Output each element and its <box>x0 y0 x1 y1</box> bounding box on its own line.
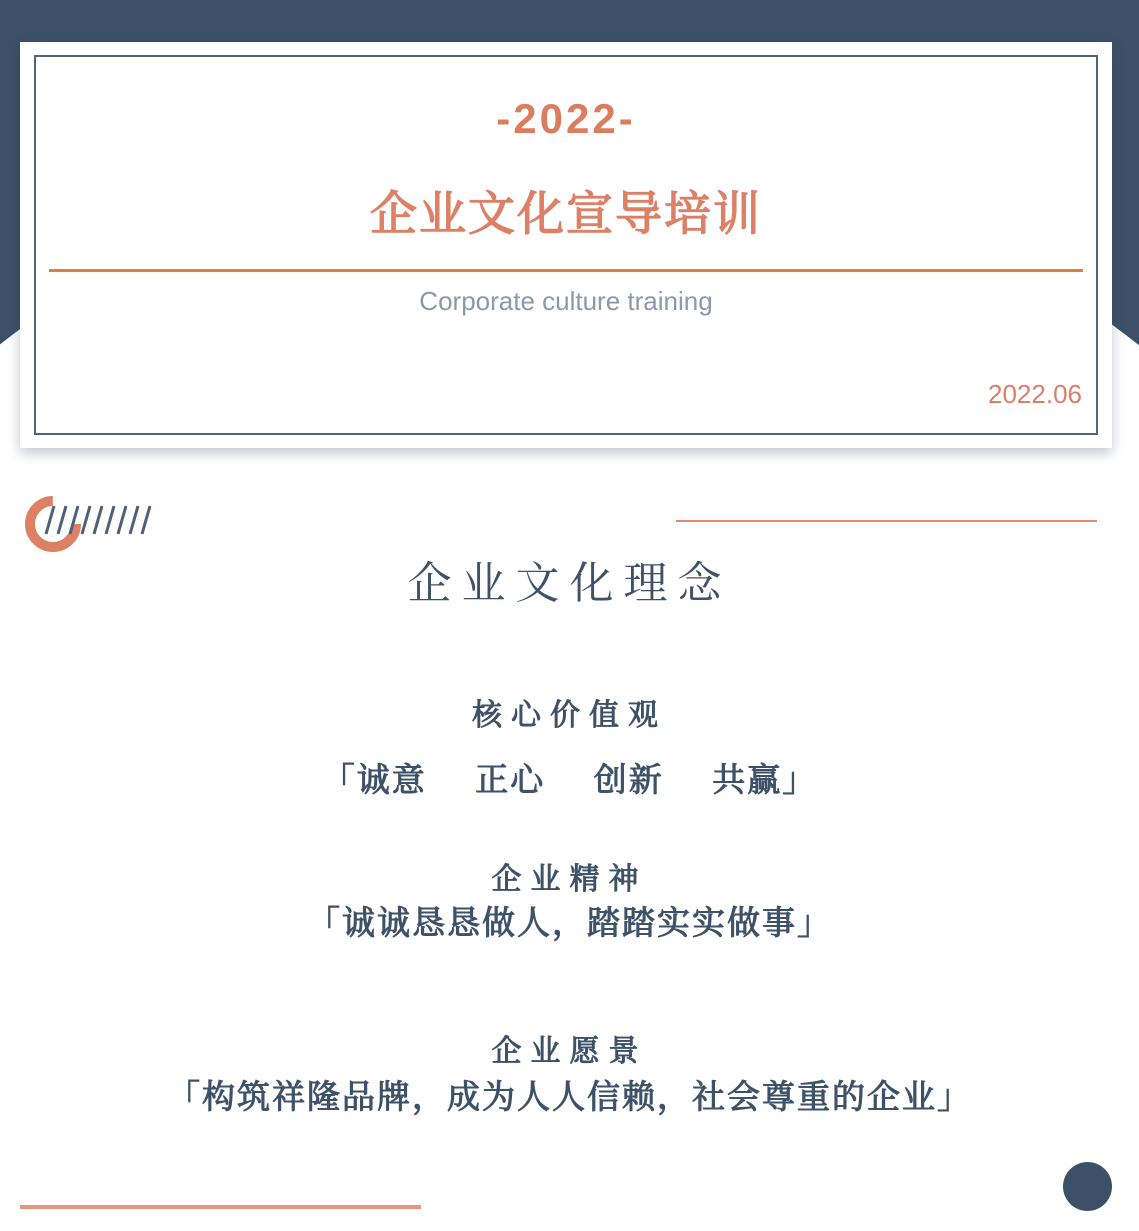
cover-card <box>20 42 1112 448</box>
enterprise-spirit-quote: 「诚诚恳恳做人，踏踏实实做事」 <box>307 903 832 942</box>
cover-subtitle: Corporate culture training <box>419 286 713 316</box>
enterprise-spirit-label: 企业精神 <box>491 862 648 897</box>
core-values-quote: 「诚意 正心 创新 共赢」 <box>321 760 818 799</box>
top-right-divider-line <box>676 520 1097 522</box>
cover-header <box>0 0 1139 470</box>
enterprise-vision-label: 企业愿景 <box>491 1034 648 1069</box>
enterprise-vision-quote: 「构筑祥隆品牌，成为人人信赖，社会尊重的企业」 <box>167 1077 972 1116</box>
cover-divider-line <box>49 269 1083 272</box>
core-values-label: 核心价值观 <box>472 698 667 733</box>
cover-date: 2022.06 <box>988 379 1082 409</box>
arc-slashes-icon <box>20 494 155 558</box>
section-heading: 企业文化理念 <box>407 558 732 609</box>
bottom-left-divider-line <box>20 1205 421 1209</box>
cover-year: -2022- <box>496 95 636 142</box>
bottom-right-circle <box>1063 1162 1112 1211</box>
cover-title: 企业文化宣导培训 <box>370 187 762 240</box>
